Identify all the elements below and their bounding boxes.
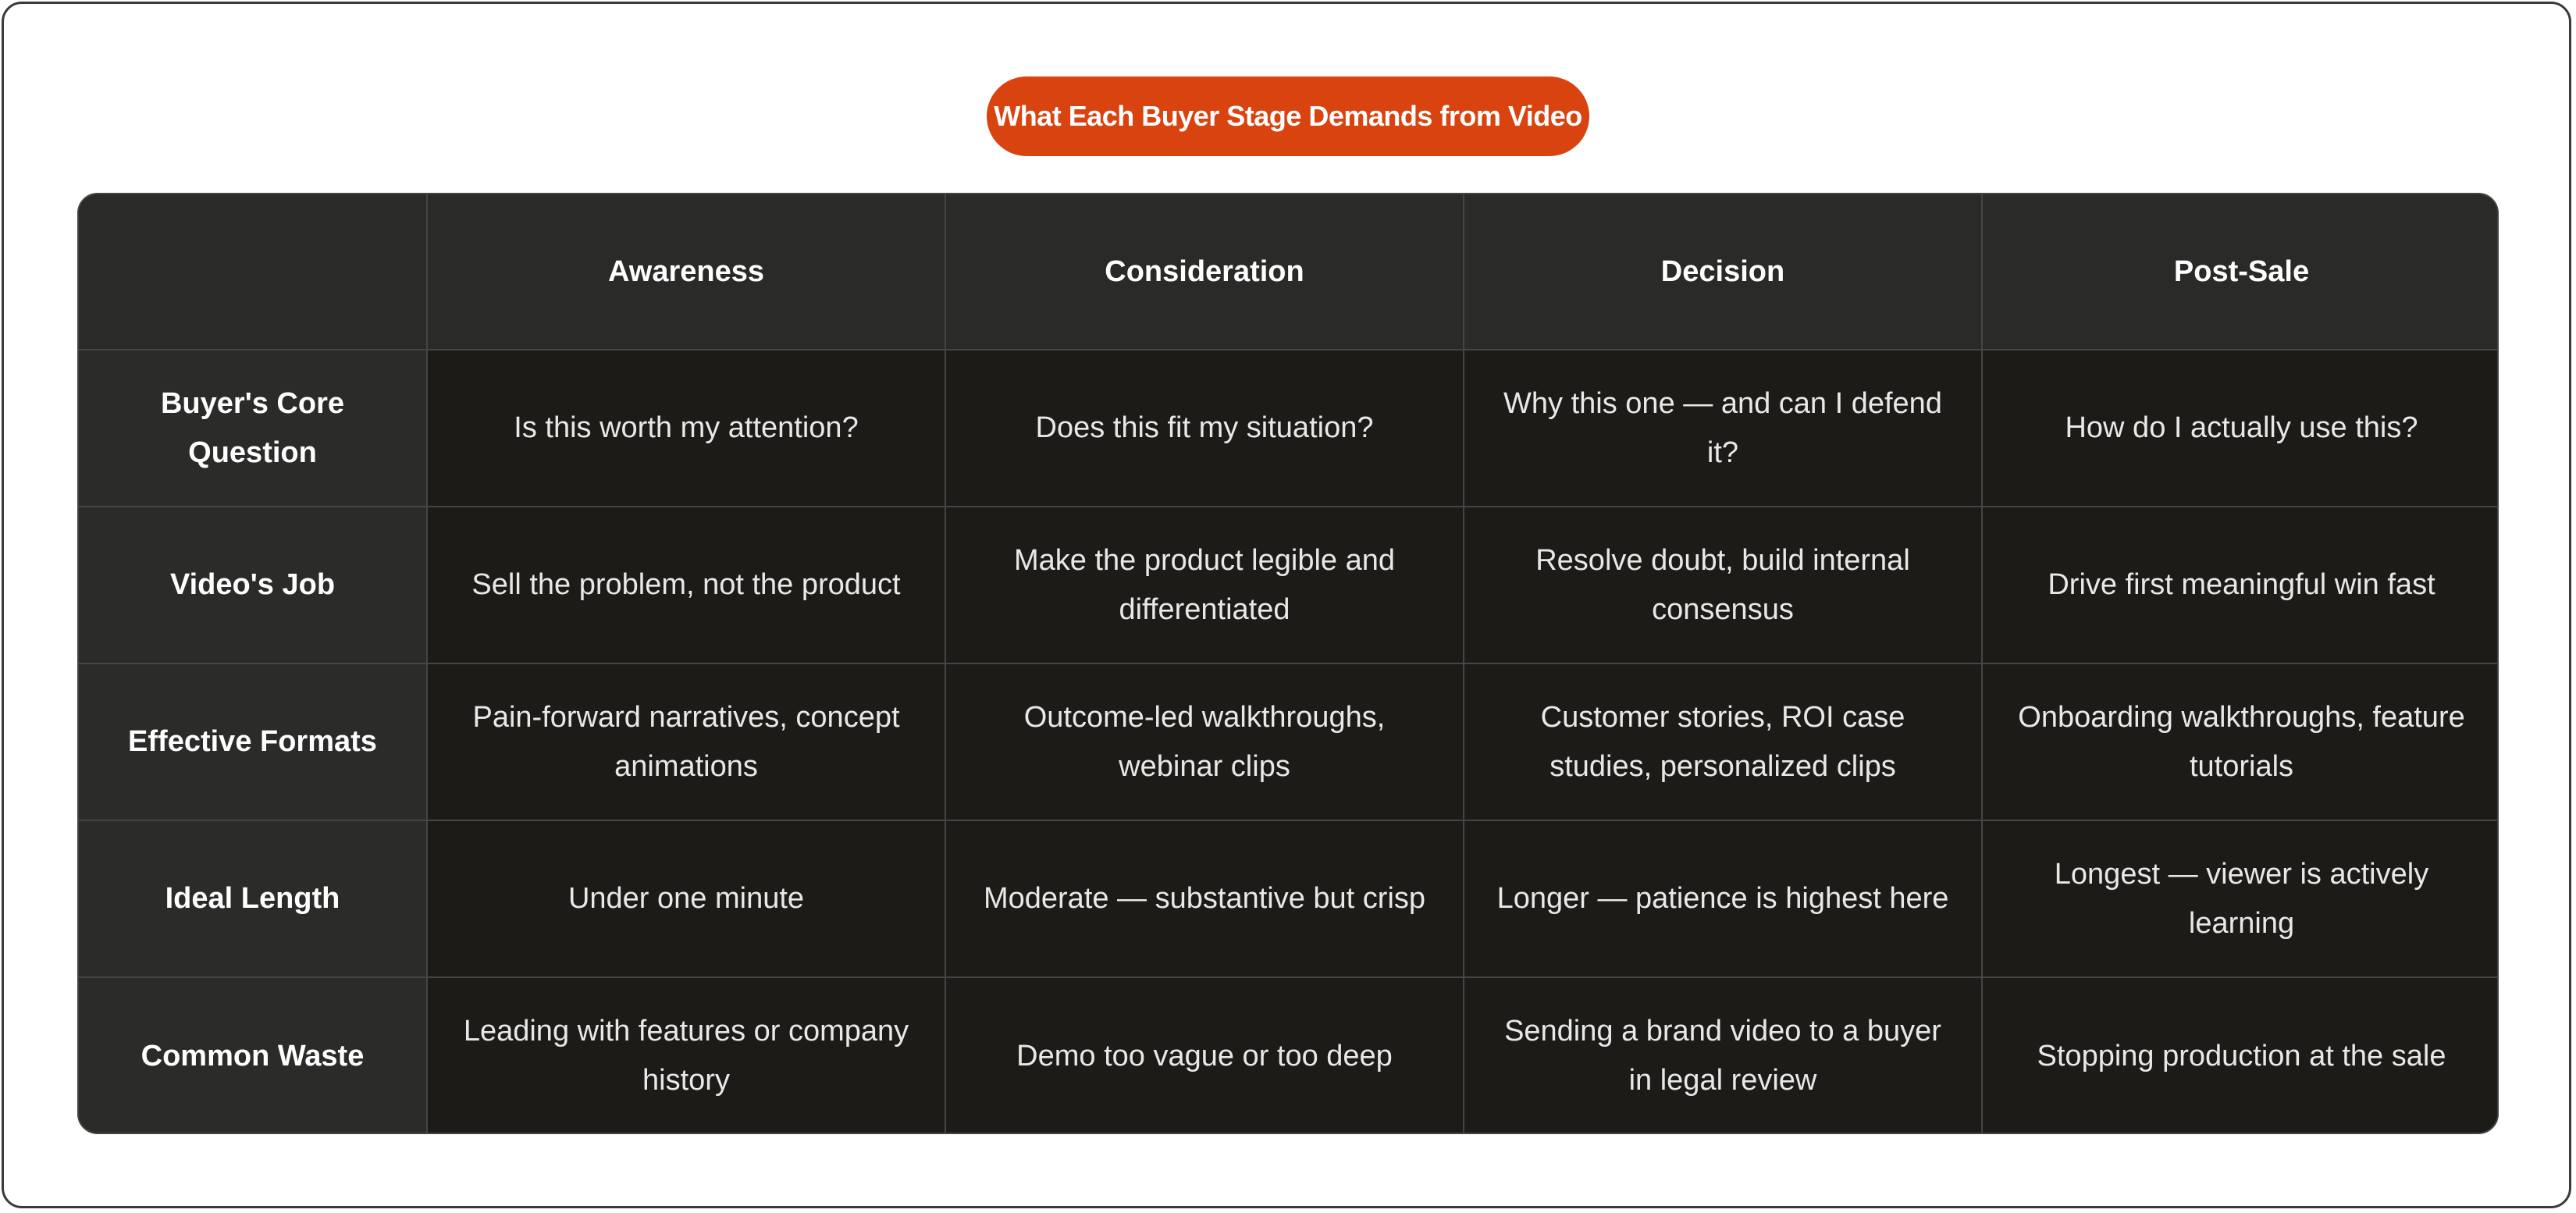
row-header-videos-job: Video's Job — [79, 507, 427, 663]
table-row — [79, 507, 2499, 663]
table-cell: How do I actually use this? — [1982, 350, 2499, 507]
table-cell: Is this worth my attention? — [427, 350, 945, 507]
table-cell: Make the product legible and differentiated — [945, 507, 1464, 663]
table-cell: Resolve doubt, build internal consensus — [1464, 507, 1982, 663]
column-header-consideration: Consideration — [945, 194, 1464, 350]
page-title: What Each Buyer Stage Demands from Video — [987, 76, 1589, 156]
row-header-effective-formats: Effective Formats — [79, 663, 427, 820]
table-cell: Does this fit my situation? — [945, 350, 1464, 507]
table-cell: Demo too vague or too deep — [945, 977, 1464, 1134]
table-cell: Why this one — and can I defend it? — [1464, 350, 1982, 507]
column-header-post-sale: Post-Sale — [1982, 194, 2499, 350]
table-row — [79, 977, 2499, 1134]
corner-cell — [79, 194, 427, 350]
table-cell: Longer — patience is highest here — [1464, 820, 1982, 977]
row-header-ideal-length: Ideal Length — [79, 820, 427, 977]
row-header-common-waste: Common Waste — [79, 977, 427, 1134]
table-row — [79, 820, 2499, 977]
table-cell: Moderate — substantive but crisp — [945, 820, 1464, 977]
table-cell: Onboarding walkthroughs, feature tutorials — [1982, 663, 2499, 820]
table-cell: Outcome-led walkthroughs, webinar clips — [945, 663, 1464, 820]
column-header-awareness: Awareness — [427, 194, 945, 350]
buyer-stage-table — [77, 193, 2499, 1134]
table-row — [79, 663, 2499, 820]
table-cell: Leading with features or company history — [427, 977, 945, 1134]
row-header-core-question: Buyer's Core Question — [79, 350, 427, 507]
table-row — [79, 350, 2499, 507]
table-cell: Customer stories, ROI case studies, personalized clips — [1464, 663, 1982, 820]
table-cell: Under one minute — [427, 820, 945, 977]
table-cell: Drive first meaningful win fast — [1982, 507, 2499, 663]
table-cell: Longest — viewer is actively learning — [1982, 820, 2499, 977]
table-header-row — [79, 194, 2499, 350]
table-cell: Stopping production at the sale — [1982, 977, 2499, 1134]
table-cell: Sending a brand video to a buyer in legal review — [1464, 977, 1982, 1134]
comparison-table — [79, 194, 2499, 1134]
table-cell: Sell the problem, not the product — [427, 507, 945, 663]
table-cell: Pain-forward narratives, concept animations — [427, 663, 945, 820]
column-header-decision: Decision — [1464, 194, 1982, 350]
